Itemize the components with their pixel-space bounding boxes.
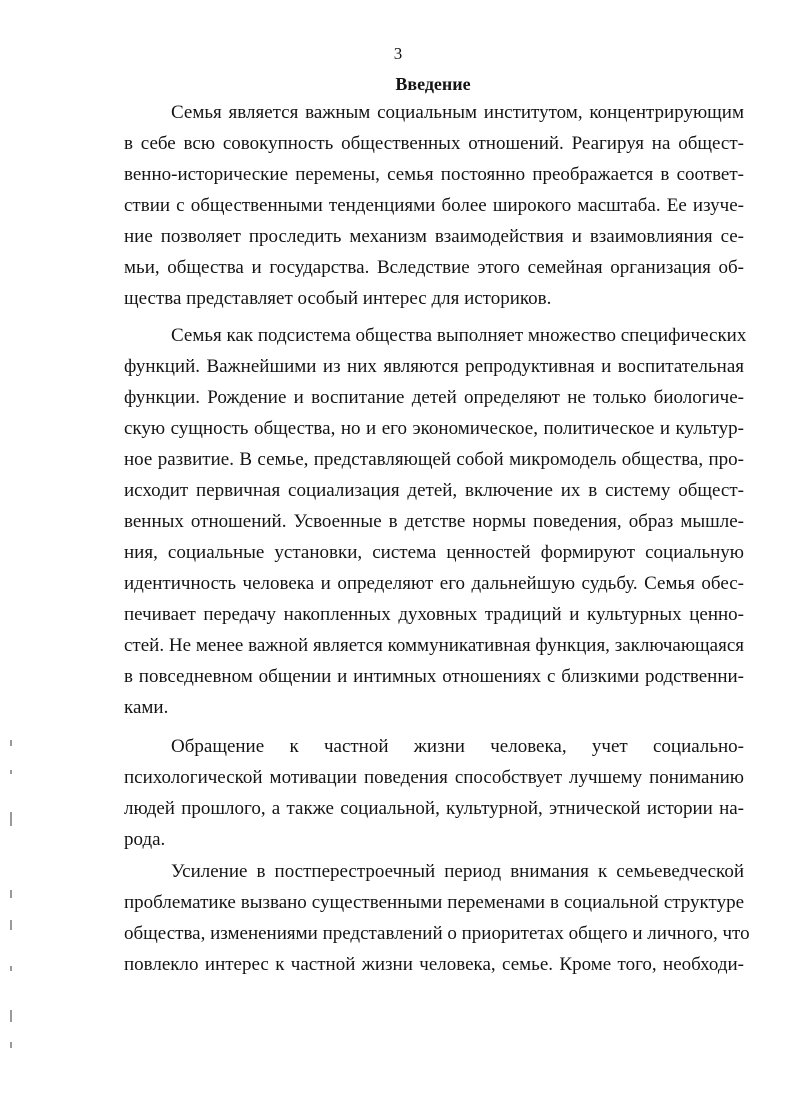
- text-line: Обращение к частной жизни человека, учет социально-: [171, 736, 744, 757]
- paragraph-2: [124, 320, 747, 723]
- text-line: венных отношений. Усвоенные в детстве нормы поведения, образ мышле-: [124, 511, 744, 532]
- text-line: щества представляет особый интерес для историков.: [124, 288, 552, 309]
- text-line: психологической мотивации поведения способствует лучшему пониманию: [124, 767, 744, 788]
- text-line: Семья является важным социальным институтом, концентрирующим: [171, 102, 744, 123]
- scan-mark: [10, 1042, 12, 1048]
- text-line: функций. Важнейшими из них являются репродуктивная и воспитательная: [124, 356, 744, 377]
- text-line: повлекло интерес к частной жизни человека, семье. Кроме того, необходи-: [124, 954, 744, 975]
- scan-mark: [10, 920, 12, 930]
- scan-mark: [10, 812, 12, 826]
- paragraph-1: [124, 97, 744, 314]
- scan-margin-marks: [4, 730, 18, 1060]
- paragraph-4: [124, 856, 750, 980]
- paragraph-3: [124, 731, 744, 855]
- text-line: ние позволяет проследить механизм взаимодействия и взаимовлияния се-: [124, 226, 744, 247]
- text-line: мьи, общества и государства. Вследствие этого семейная организация об-: [124, 257, 744, 278]
- text-line: скую сущность общества, но и его экономическое, политическое и культур-: [124, 418, 744, 439]
- text-line: в повседневном общении и интимных отношениях с близкими родственни-: [124, 666, 744, 687]
- text-line: ния, социальные установки, система ценностей формируют социальную: [124, 542, 744, 563]
- text-line: рода.: [124, 829, 166, 850]
- text-line: Усиление в постперестроечный период внимания к семьеведческой: [171, 861, 744, 882]
- text-line: людей прошлого, а также социальной, культурной, этнической истории на-: [124, 798, 744, 819]
- text-line: ное развитие. В семье, представляющей собой микромодель общества, про-: [124, 449, 744, 470]
- scan-mark: [10, 966, 12, 971]
- text-line: в себе всю совокупность общественных отношений. Реагируя на общест-: [124, 133, 744, 154]
- scan-mark: [10, 1010, 12, 1022]
- text-line: ствии с общественными тенденциями более широкого масштаба. Ее изуче-: [124, 195, 744, 216]
- page-title: Введение: [395, 74, 471, 94]
- scan-mark: [10, 890, 12, 898]
- text-line: общества, изменениями представлений о приоритетах общего и личного, что: [124, 923, 750, 944]
- text-line: Семья как подсистема общества выполняет множество специфических: [171, 325, 747, 346]
- text-line: идентичность человека и определяют его дальнейшую судьбу. Семья обес-: [124, 573, 744, 594]
- text-line: венно-исторические перемены, семья постоянно преображается в соответ-: [124, 164, 744, 185]
- text-line: печивает передачу накопленных духовных традиций и культурных ценно-: [124, 604, 744, 625]
- text-line: ками.: [124, 697, 169, 718]
- text-line: проблематике вызвано существенными переменами в социальной структуре: [124, 892, 744, 913]
- scan-mark: [10, 770, 12, 774]
- text-line: исходит первичная социализация детей, включение их в систему общест-: [124, 480, 744, 501]
- scan-mark: [10, 740, 12, 746]
- text-line: функции. Рождение и воспитание детей определяют не только биологиче-: [124, 387, 744, 408]
- text-line: стей. Не менее важной является коммуникативная функция, заключающаяся: [124, 635, 744, 656]
- page-number: 3: [393, 44, 403, 63]
